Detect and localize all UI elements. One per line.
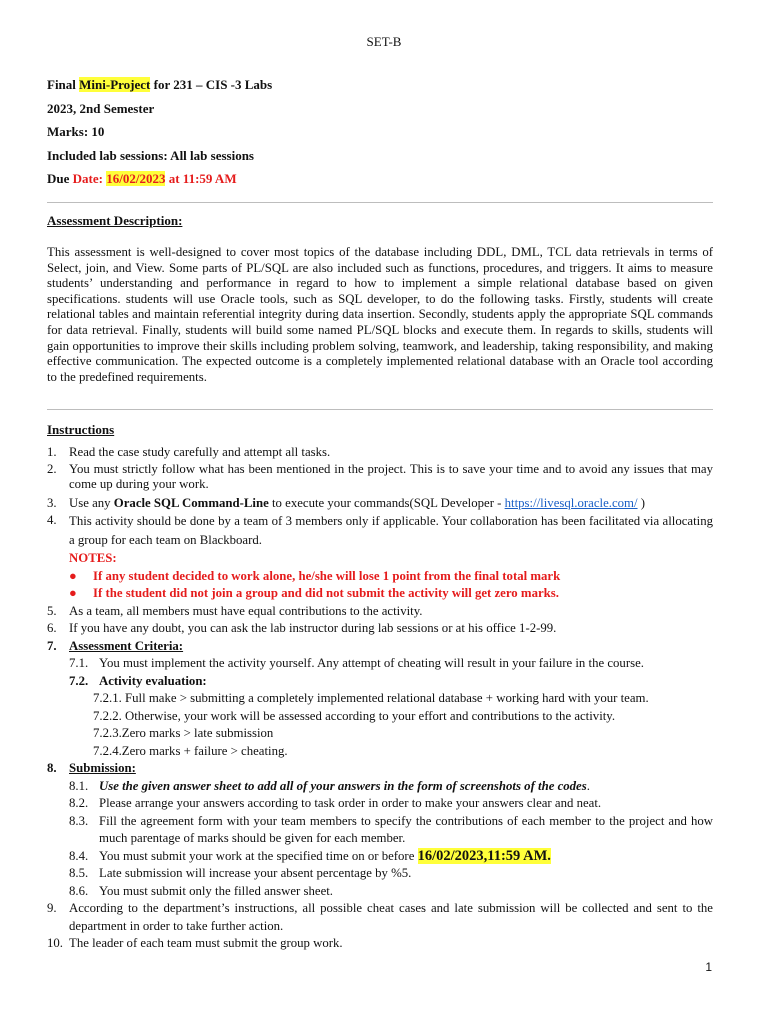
livesql-link[interactable]: https://livesql.oracle.com/ bbox=[504, 495, 638, 510]
list-item: 4. This activity should be done by a team of 3 members only if applicable. Your collaboration has been facilitated via allocating a group for each team on Blackboard. bbox=[47, 513, 713, 547]
assessment-body: This assessment is well-designed to cover most topics of the database including DDL, DML, TCL data retrievals in terms of Select, join, and View. Some parts of PL/SQL are also included such as functions, procedures, and triggers. It aims to measure students’ understanding and performance in regard to how to implement a simple relational database based on given specifications. students will use Oracle tools, such as SQL developer, to do the following tasks. Firstly, students will create relational tables and maintain referential integrity during data insertion. Secondly, students apply the appropriate SQL commands for data retrieval. Finally, students will build some named PL/SQL blocks and execute them. In regards to skills, students will gain opportunities to improve their skills including problem solving, teamwork, and leadership, taking responsibility, and making effective communication. The expected outcome is a completely implemented relational database with an Oracle tool according to the predefined requirements. bbox=[47, 245, 713, 384]
sub-sub-item: 7.2.3.Zero marks > late submission bbox=[93, 726, 274, 740]
sub-sub-item: 7.2.1. Full make > submitting a completely implemented relational database + working hard with your team. bbox=[93, 691, 649, 705]
divider-2 bbox=[47, 409, 713, 410]
note-item: ● If the student did not join a group and did not submit the activity will get zero marks. bbox=[47, 585, 713, 603]
bullet-icon: ● bbox=[69, 568, 77, 583]
sub-item: 8.5. Late submission will increase your absent percentage by %5. bbox=[69, 866, 412, 880]
list-item: 7. Assessment Criteria: bbox=[47, 638, 184, 653]
divider-1 bbox=[47, 202, 713, 203]
instructions-title: Instructions bbox=[47, 422, 115, 437]
list-item: 2. You must strictly follow what has been mentioned in the project. This is to save your time and to avoid any issues that may come up during your work. bbox=[47, 461, 713, 491]
notes-label: NOTES: bbox=[69, 551, 117, 565]
sub-item: 7.1. You must implement the activity yourself. Any attempt of cheating will result in your failure in the course. bbox=[69, 656, 644, 670]
page-number: 1 bbox=[705, 960, 712, 974]
sub-item: 8.6. You must submit only the filled answer sheet. bbox=[69, 883, 334, 898]
sub-sub-item: 7.2.4.Zero marks + failure > cheating. bbox=[93, 743, 288, 758]
submission-deadline-highlight: 16/02/2023,11:59 AM. bbox=[417, 847, 551, 864]
sub-item: 8.3. Fill the agreement form with your team members to specify the contributions of each member to the project and how much parentage of marks should be given for each member. bbox=[69, 813, 713, 845]
sub-item: 8.1. Use the given answer sheet to add all of your answers in the form of screenshots of the codes. bbox=[69, 778, 590, 793]
list-item: 8. Submission: bbox=[47, 761, 136, 775]
list-item: 9. According to the department’s instructions, all possible cheat cases and late submission will be collected and sent to the department in order to take further action. bbox=[47, 901, 713, 933]
instructions-list bbox=[47, 444, 713, 953]
sub-sub-item: 7.2.2. Otherwise, your work will be assessed according to your effort and contributions to the activity. bbox=[93, 708, 616, 723]
highlight-mini-project: Mini-Project bbox=[79, 77, 151, 92]
header-title: Final Mini-Project for 231 – CIS -3 Labs bbox=[47, 77, 273, 92]
list-item: 6. If you have any doubt, you can ask the lab instructor during lab sessions or at his office 1-2-99. bbox=[47, 621, 557, 635]
due-date-highlight: 16/02/2023 bbox=[106, 171, 166, 186]
note-item: ● If any student decided to work alone, he/she will lose 1 point from the final total mark bbox=[47, 568, 713, 586]
header-lab-sessions: Included lab sessions: All lab sessions bbox=[47, 147, 254, 163]
document-header bbox=[47, 73, 272, 191]
set-label: SET-B bbox=[366, 34, 402, 49]
bullet-icon: ● bbox=[69, 586, 77, 600]
assessment-title: Assessment Description: bbox=[47, 213, 183, 228]
header-semester: 2023, 2nd Semester bbox=[47, 100, 155, 116]
list-item: 10. The leader of each team must submit the group work. bbox=[47, 936, 343, 950]
list-item: 1. Read the case study carefully and attempt all tasks. bbox=[47, 445, 331, 459]
list-item: 5. As a team, all members must have equal contributions to the activity. bbox=[47, 603, 423, 618]
sub-item: 7.2. Activity evaluation: bbox=[69, 673, 207, 688]
list-item: 3. Use any Oracle SQL Command-Line to execute your commands(SQL Developer - https://livesql.oracle.com/ ) bbox=[47, 495, 646, 510]
sub-item: 8.4. You must submit your work at the specified time on or before 16/02/2023,11:59 AM. bbox=[69, 847, 551, 864]
header-marks: Marks: 10 bbox=[47, 124, 105, 139]
sub-item: 8.2. Please arrange your answers according to task order in order to make your answers clear and neat. bbox=[69, 796, 602, 810]
header-due: Due Date: 16/02/2023 at 11:59 AM bbox=[47, 171, 237, 186]
